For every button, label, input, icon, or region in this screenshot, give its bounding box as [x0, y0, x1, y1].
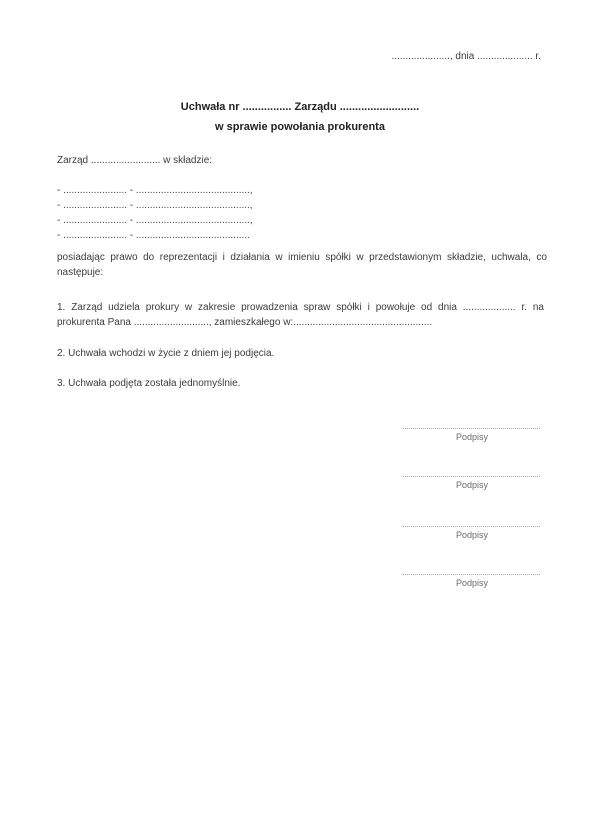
- document-title: Uchwała nr ................ Zarządu ..........................: [180, 101, 420, 113]
- signature-block-3: [403, 526, 541, 540]
- resolution-point-1: 1. Zarząd udziela prokury w zakresie prowadzenia spraw spółki i powołuje od dnia ................... r. na prokurenta Pana ..........................., zamieszkałego w:..................................................: [57, 302, 544, 328]
- board-members-list: [57, 183, 253, 243]
- board-composition-line: Zarząd ......................... w składzie:: [57, 155, 213, 166]
- board-member-line: - ....................... - .........................................,: [57, 215, 253, 226]
- signature-label: Podpisy: [455, 480, 489, 490]
- intro-paragraph: posiadając prawo do reprezentacji i działania w imieniu spółki w przedstawionym składzie, uchwala, co następuje:: [57, 252, 547, 278]
- board-member-line: - ....................... - .........................................,: [57, 185, 253, 196]
- signature-block-4: [403, 574, 541, 588]
- signature-dotted-line: [403, 428, 541, 429]
- document-subtitle: w sprawie powołania prokurenta: [215, 121, 385, 133]
- date-place-line: ....................., dnia .................... r.: [391, 51, 541, 62]
- board-member-line: - ....................... - .........................................,: [57, 200, 253, 211]
- signature-block-2: [403, 476, 541, 490]
- resolution-point-2: 2. Uchwała wchodzi w życie z dniem jej podjęcia.: [57, 348, 275, 359]
- signature-label: Podpisy: [455, 578, 489, 588]
- signature-label: Podpisy: [455, 432, 489, 442]
- resolution-point-3: 3. Uchwała podjęta została jednomyślnie.: [57, 378, 241, 389]
- signature-dotted-line: [403, 574, 541, 575]
- signature-dotted-line: [403, 526, 541, 527]
- signature-block-1: [403, 428, 541, 442]
- title-block: [0, 97, 600, 137]
- signature-label: Podpisy: [455, 530, 489, 540]
- board-member-line: - ....................... - .........................................: [57, 230, 250, 241]
- signature-dotted-line: [403, 476, 541, 477]
